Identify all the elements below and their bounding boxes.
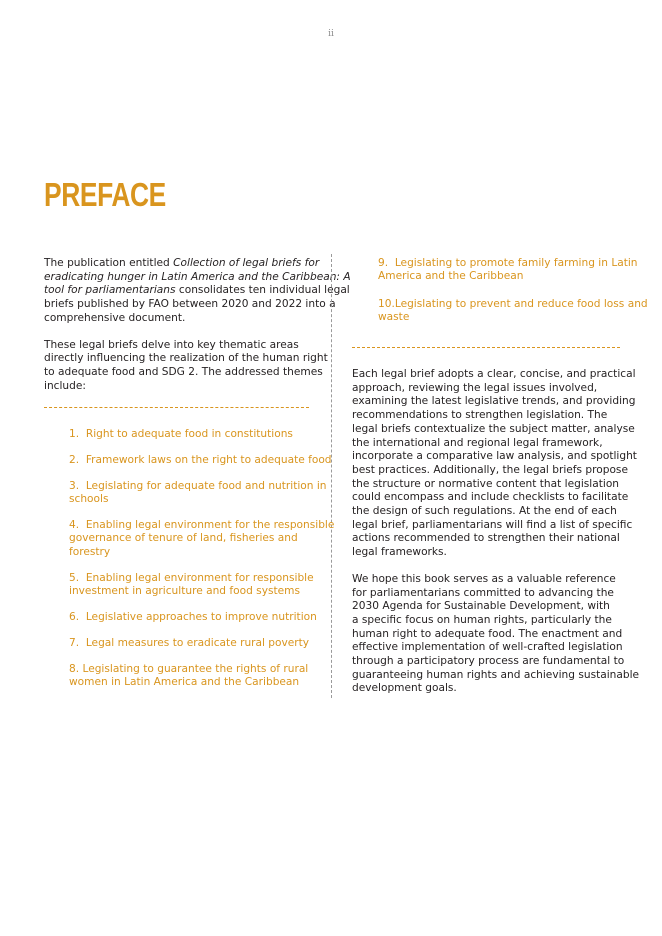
closing-line: We hope this book serves as a valuable reference — [352, 572, 616, 585]
closing-line: a specific focus on human rights, particularly the — [352, 613, 612, 626]
brief-line: best practices. Additionally, the legal briefs propose — [352, 463, 628, 476]
closing-paragraph — [352, 572, 640, 696]
closing-line: effective implementation of well-crafted legislation — [352, 641, 623, 654]
closing-line: through a participatory process are fundamental to — [352, 655, 625, 668]
theme-item-9: 9. Legislating to promote family farming in Latin America and the Caribbean — [378, 257, 638, 283]
brief-line: legal frameworks. — [352, 546, 447, 559]
theme-item-2: 2. Framework laws on the right to adequate food — [69, 454, 332, 466]
themes-intro-line: directly influencing the realization of the human right — [44, 352, 328, 365]
brief-line: could encompass and include checklists to facilitate — [352, 491, 629, 504]
theme-item-5: 5. Enabling legal environment for responsible investment in agriculture and food systems — [69, 572, 314, 598]
intro-line: tool for parliamentarians consolidates ten individual legal — [44, 284, 350, 297]
brief-line: the structure or normative content that legislation — [352, 477, 620, 490]
page-number: ii — [328, 29, 334, 39]
brief-line: legal briefs contextualize the subject matter, analyse — [352, 422, 635, 435]
theme-item-3: 3. Legislating for adequate food and nutrition in schools — [69, 480, 327, 506]
brief-paragraph — [352, 368, 637, 560]
themes-intro-line: include: — [44, 379, 86, 392]
intro-line: comprehensive document. — [44, 311, 186, 324]
theme-item-1: 1. Right to adequate food in constitutions — [69, 428, 293, 440]
intro-line: The publication entitled Collection of legal briefs for — [44, 257, 320, 269]
brief-line: approach, reviewing the legal issues involved, — [352, 381, 598, 394]
themes-intro-line: to adequate food and SDG 2. The addressed themes — [44, 365, 323, 378]
brief-line: actions recommended to strengthen their national — [352, 532, 620, 545]
closing-line: 2030 Agenda for Sustainable Development, with — [352, 600, 610, 613]
closing-line: for parliamentarians committed to advancing the — [352, 586, 614, 599]
left-column — [44, 257, 351, 393]
intro-line: eradicating hunger in Latin America and the Caribbean: A — [44, 270, 351, 283]
brief-line: incorporate a comparative law analysis, and spotlight — [352, 450, 637, 463]
theme-item-8: 8. Legislating to guarantee the rights of rural women in Latin America and the Caribbean — [69, 663, 309, 689]
intro-paragraph — [44, 257, 351, 326]
themes-intro-line: These legal briefs delve into key thematic areas — [44, 338, 299, 351]
brief-line: the design of such regulations. At the end of each — [352, 505, 617, 518]
theme-item-7: 7. Legal measures to eradicate rural poverty — [69, 637, 310, 649]
themes-intro-paragraph — [44, 338, 328, 394]
closing-line: human right to adequate food. The enactment and — [352, 627, 623, 640]
brief-line: Each legal brief adopts a clear, concise, and practical — [352, 368, 636, 380]
page-title: PREFACE — [44, 176, 166, 213]
column-divider — [331, 254, 332, 698]
closing-line: guaranteeing human rights and achieving sustainable — [352, 668, 640, 681]
brief-line: legal brief, parliamentarians will find a list of specific — [352, 518, 633, 531]
right-divider — [352, 347, 620, 348]
brief-line: the international and regional legal framework, — [352, 436, 603, 449]
brief-line: examining the latest legislative trends, and providing — [352, 395, 636, 408]
left-divider — [44, 407, 309, 408]
right-column — [352, 368, 640, 696]
intro-line: briefs published by FAO between 2020 and 2022 into a — [44, 298, 336, 311]
brief-line: recommendations to strengthen legislation. The — [352, 409, 608, 422]
theme-item-10: 10.Legislating to prevent and reduce food loss and waste — [378, 298, 648, 324]
theme-item-6: 6. Legislative approaches to improve nutrition — [69, 611, 317, 623]
closing-line: development goals. — [352, 682, 457, 695]
theme-item-4: 4. Enabling legal environment for the responsible governance of tenure of land, fisheries and forestry — [69, 519, 335, 558]
